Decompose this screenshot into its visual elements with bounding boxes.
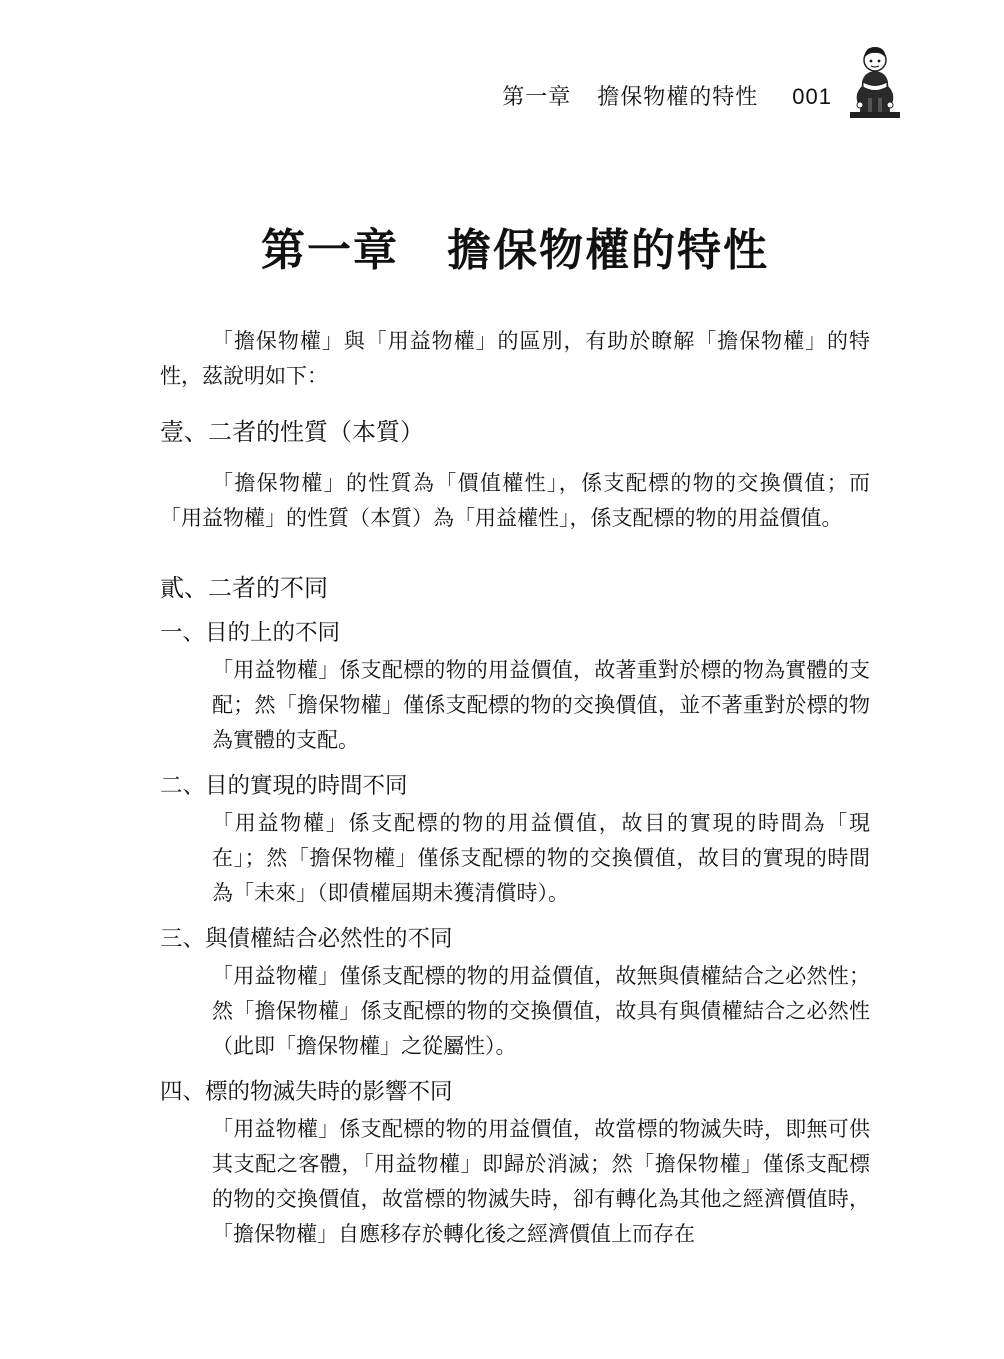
intro-paragraph: 「擔保物權」與「用益物權」的區別，有助於瞭解「擔保物權」的特性，茲說明如下： (160, 329, 870, 388)
subsection (160, 616, 870, 758)
subsection (160, 769, 870, 911)
section-heading: 貳、二者的不同 (160, 574, 328, 602)
page-number: 001 (792, 84, 832, 109)
running-header-chapter: 第一章 (502, 85, 572, 110)
subsection-paragraph: 「用益物權」僅係支配標的物的用益價值，故無與債權結合之必然性；然「擔保物權」係支配標的物的交換價值，故具有與債權結合之必然性（此即「擔保物權」之從屬性）。 (212, 964, 870, 1058)
section-heading: 壹、二者的性質（本質） (160, 418, 424, 446)
subsection-paragraph: 「用益物權」係支配標的物的用益價值，故著重對於標的物為實體的支配；然「擔保物權」僅係支配標的物的交換價值，並不著重對於標的物為實體的支配。 (212, 658, 870, 752)
subsection-heading: 三、與債權結合必然性的不同 (160, 926, 453, 952)
subsection-heading: 二、目的實現的時間不同 (160, 773, 408, 799)
subsection-heading: 四、標的物滅失時的影響不同 (160, 1079, 453, 1105)
subsection (160, 1075, 870, 1252)
subsection-paragraph: 「用益物權」係支配標的物的用益價值，故目的實現的時間為「現在」；然「擔保物權」僅係支配標的物的交換價值，故目的實現的時間為「未來」（即債權屆期未獲清償時）。 (212, 811, 870, 905)
subsection-heading: 一、目的上的不同 (160, 620, 341, 646)
page-title-chapter: 第一章 (261, 225, 399, 276)
running-header (502, 80, 832, 111)
section-paragraph: 「擔保物權」的性質為「價值權性」，係支配標的物的交換價值；而「用益物權」的性質（本質）為「用益權性」，係支配標的物的用益價值。 (160, 471, 870, 530)
page-content (160, 324, 870, 1263)
mascot-figure-icon (846, 42, 904, 120)
page-title-text: 擔保物權的特性 (447, 225, 769, 276)
page-title (0, 214, 1004, 278)
subsection-paragraph: 「用益物權」係支配標的物的用益價值，故當標的物滅失時，即無可供其支配之客體，「用益物權」即歸於消滅；然「擔保物權」僅係支配標的物的交換價值，故當標的物滅失時，卻有轉化為其他之經濟價值時，「擔保物權」自應移存於轉化後之經濟價值上而存在 (212, 1117, 870, 1246)
subsection (160, 922, 870, 1064)
running-header-title: 擔保物權的特性 (597, 85, 759, 110)
